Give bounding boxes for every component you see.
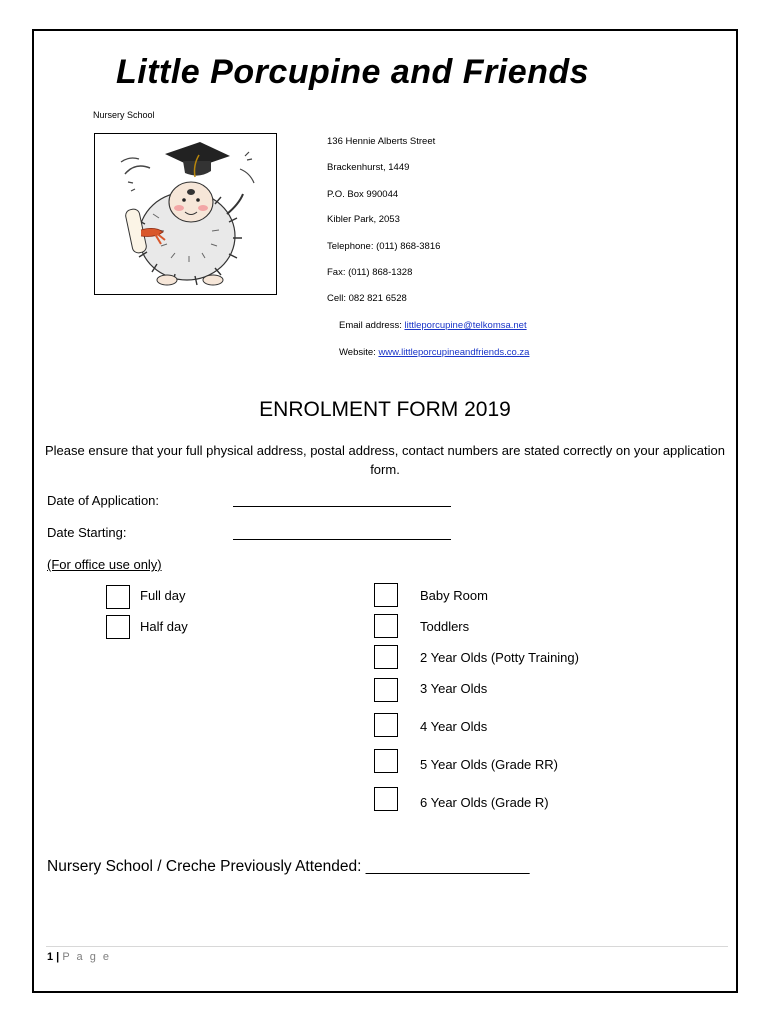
six-year-olds-label: 6 Year Olds (Grade R) — [420, 795, 549, 810]
website-label: Website: — [339, 347, 379, 358]
website-link[interactable]: www.littleporcupineandfriends.co.za — [378, 347, 530, 358]
two-year-olds-checkbox[interactable] — [374, 645, 398, 669]
full-day-label: Full day — [140, 588, 186, 603]
date-application-field[interactable] — [233, 506, 451, 507]
page-number: 1 — [47, 951, 54, 963]
contact-suburb: Brackenhurst, 1449 — [327, 162, 410, 173]
three-year-olds-label: 3 Year Olds — [420, 681, 488, 696]
baby-room-label: Baby Room — [420, 588, 488, 603]
full-day-checkbox[interactable] — [106, 585, 130, 609]
contact-fax: Fax: (011) 868-1328 — [327, 267, 413, 278]
email-label: Email address: — [339, 320, 405, 331]
contact-website-row — [339, 347, 529, 358]
contact-po-area: Kibler Park, 2053 — [327, 214, 400, 225]
baby-room-checkbox[interactable] — [374, 583, 398, 607]
previous-school-field[interactable]: Nursery School / Creche Previously Attended: ___________________ — [47, 858, 530, 875]
contact-po-box: P.O. Box 990044 — [327, 189, 399, 200]
form-title: ENROLMENT FORM 2019 — [259, 398, 511, 421]
date-starting-field[interactable] — [233, 539, 451, 540]
five-year-olds-label: 5 Year Olds (Grade RR) — [420, 757, 559, 772]
school-title: Little Porcupine and Friends — [116, 53, 590, 91]
two-year-olds-label: 2 Year Olds (Potty Training) — [420, 650, 579, 665]
hedgehog-graduation-icon — [94, 133, 277, 295]
half-day-label: Half day — [140, 619, 188, 634]
page-separator: | — [53, 951, 63, 963]
contact-cell: Cell: 082 821 6528 — [327, 293, 407, 304]
form-intro: Please ensure that your full physical address, postal address, contact numbers are stated correctly on your application form. — [45, 443, 725, 477]
four-year-olds-label: 4 Year Olds — [420, 719, 488, 734]
email-link[interactable]: littleporcupine@telkomsa.net — [404, 320, 527, 331]
document-page — [32, 29, 738, 993]
six-year-olds-checkbox[interactable] — [374, 787, 398, 811]
date-application-label: Date of Application: — [47, 493, 160, 508]
date-starting-label: Date Starting: — [47, 525, 127, 540]
contact-street: 136 Hennie Alberts Street — [327, 136, 436, 147]
school-subtitle: Nursery School — [93, 110, 155, 120]
toddlers-label: Toddlers — [420, 619, 470, 634]
toddlers-checkbox[interactable] — [374, 614, 398, 638]
page-footer — [47, 951, 111, 963]
five-year-olds-checkbox[interactable] — [374, 749, 398, 773]
office-use-label: (For office use only) — [47, 557, 162, 572]
four-year-olds-checkbox[interactable] — [374, 713, 398, 737]
half-day-checkbox[interactable] — [106, 615, 130, 639]
page-label: P a g e — [62, 951, 111, 963]
footer-divider — [46, 946, 728, 947]
contact-email-row — [339, 320, 527, 331]
three-year-olds-checkbox[interactable] — [374, 678, 398, 702]
contact-telephone: Telephone: (011) 868-3816 — [327, 241, 441, 252]
